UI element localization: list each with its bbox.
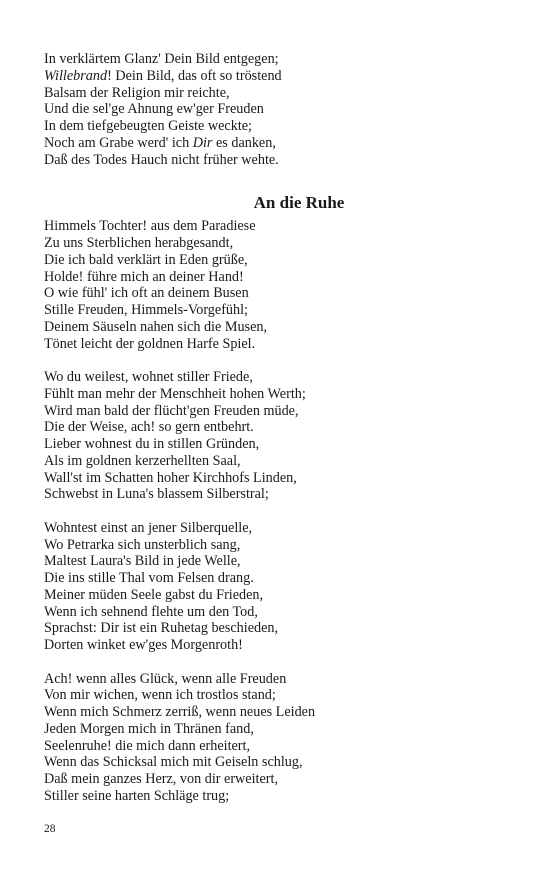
verse-line: Wird man bald der flücht'gen Freuden müde, [44,402,299,419]
verse-line: Tönet leicht der goldnen Harfe Spiel. [44,335,256,352]
verse-line: Daß des Todes Hauch nicht früher wehte. [44,151,279,168]
verse-line: In dem tiefgebeugten Geiste weckte; [44,118,252,134]
verse-line: Sprachst: Dir ist ein Ruhetag beschieden, [44,620,279,637]
verse-line: Lieber wohnest du in stillen Gründen, [44,436,260,452]
page-number: 28 [44,823,56,835]
stanza [44,671,514,805]
page-body [44,51,514,805]
verse-line: Meiner müden Seele gabst du Frieden, [44,586,264,603]
verse-line: Wenn mich Schmerz zerriß, wenn neues Leiden [44,704,316,720]
verse-line: Holde! führe mich an deiner Hand! [44,268,244,285]
verse-line: Deinem Säuseln nahen sich die Musen, [44,318,268,335]
stanza [44,369,514,503]
stanza-gap [44,352,514,369]
verse-line: Wall'st im Schatten hoher Kirchhofs Linden, [44,469,297,486]
verse-line: Jeden Morgen mich in Thränen fand, [44,720,254,737]
verse-line: Daß mein ganzes Herz, von dir erweitert, [44,771,278,787]
verse-line: Wenn das Schicksal mich mit Geiseln schlug, [44,754,303,771]
stanza-gap [44,654,514,671]
verse-line: Wo Petrarka sich unsterblich sang, [44,536,241,553]
verse-line: O wie fühl' ich oft an deinem Busen [44,285,249,302]
verse-line: Die ins stille Thal vom Felsen drang. [44,570,254,586]
verse-line: Dorten winket ew'ges Morgenroth! [44,637,243,653]
verse-line: Die ich bald verklärt in Eden grüße, [44,251,248,268]
verse-line: Stiller seine harten Schläge trug; [44,787,230,804]
verse-line: Stille Freuden, Himmels-Vorgefühl; [44,302,248,318]
verse-line: Die der Weise, ach! so gern entbehrt. [44,419,254,436]
verse-line: Zu uns Sterblichen herabgesandt, [44,235,234,251]
verse-line: Noch am Grabe werd' ich Dir es danken, [44,134,276,151]
verse-line: Wo du weilest, wohnet stiller Friede, [44,369,253,385]
verse-line: Als im goldnen kerzerhellten Saal, [44,452,241,469]
poem-title: An die Ruhe [253,193,345,213]
verse-line: Wohntest einst an jener Silberquelle, [44,519,253,536]
verse-line: Willebrand! Dein Bild, das oft so tröstend [44,67,282,84]
verse-line: Maltest Laura's Bild in jede Welle, [44,553,241,570]
verse-line: In verklärtem Glanz' Dein Bild entgegen; [44,51,279,67]
stanza-gap [44,503,514,520]
verse-line: Fühlt man mehr der Menschheit hohen Werth; [44,385,306,402]
verse-line: Seelenruhe! die mich dann erheitert, [44,737,251,754]
verse-line: Wenn ich sehnend flehte um den Tod, [44,603,258,620]
previous-poem-ending [44,51,514,168]
verse-line: Schwebst in Luna's blassem Silberstral; [44,486,269,503]
stanza [44,218,514,352]
verse-line: Ach! wenn alles Glück, wenn alle Freuden [44,670,287,687]
verse-line: Und die sel'ge Ahnung ew'ger Freuden [44,101,264,118]
stanza [44,520,514,654]
verse-line: Himmels Tochter! aus dem Paradiese [44,218,256,235]
verse-line: Balsam der Religion mir reichte, [44,84,230,101]
verse-line: Von mir wichen, wenn ich trostlos stand; [44,687,276,704]
